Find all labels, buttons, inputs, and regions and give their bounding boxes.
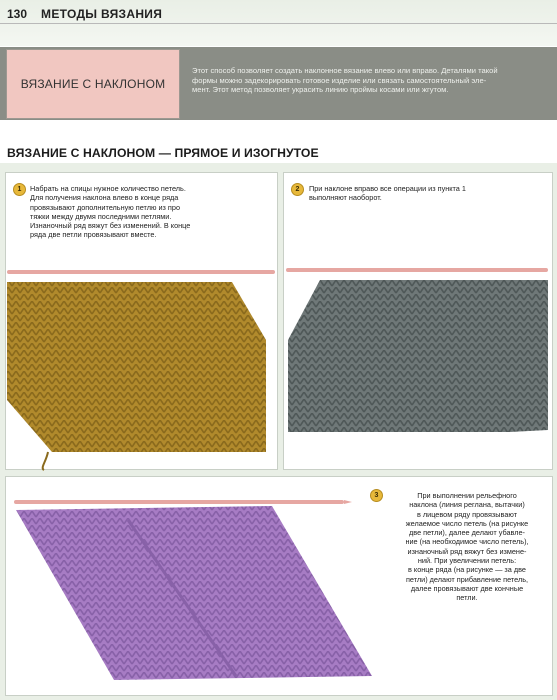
step-3-line: При выполнении рельефного (417, 491, 517, 500)
step-3-line: в конце ряда (на рисунке — за две (408, 565, 526, 575)
main-heading: ВЯЗАНИЕ С НАКЛОНОМ — ПРЯМОЕ И ИЗОГНУТОЕ (7, 146, 319, 160)
step-1-line: Для получения наклона влево в конце ряда (30, 193, 179, 203)
step-3-line: петли) делают прибавление петель, (405, 574, 529, 584)
step-3-line: наклона (линия реглана, вытачки) (409, 500, 525, 510)
intro-line: Этот способ позволяет создать наклонное вязание влево или вправо. Деталями такой (192, 66, 498, 75)
page-number: 130 (7, 7, 28, 21)
step-3-line: ние (на необходимое число петель), (405, 537, 529, 547)
step-1-line: ряда две петли провязывают вместе. (30, 230, 157, 240)
lilac-swatch (16, 506, 372, 680)
step-3-line: желаемое число петель (на рисунке (405, 518, 529, 528)
step-3-line: далее провязывают две кончные (410, 583, 524, 593)
step-3-line: изнаночный ряд вяжут без измене- (407, 546, 527, 556)
step-1-line: тяжки между двумя последними петлями. (30, 211, 172, 221)
step-2-line: При наклоне вправо все операции из пункта 1 (309, 184, 466, 193)
knitting-needle (14, 500, 344, 504)
section-name: МЕТОДЫ ВЯЗАНИЯ (41, 7, 163, 21)
intro-line: мент. Этот метод позволяет украсить линию проймы косами или жгутом. (192, 85, 449, 95)
step-2-line: выполняют наоборот. (309, 193, 382, 203)
step-1-badge: 1 (13, 183, 26, 196)
intro-line: формы можно задекорировать готовое изделие или связать самостоятельный эле- (192, 75, 487, 85)
step-2-badge: 2 (291, 183, 304, 196)
step-3-line: в лицевом ряду провязывают (416, 509, 518, 519)
step-3-line: две петли), далее делают убавле- (409, 528, 525, 538)
needle-tip (344, 500, 352, 504)
step-1-line: Изнаночный ряд вяжут без изменений. В конце (30, 221, 191, 231)
intro-title: ВЯЗАНИЕ С НАКЛОНОМ (20, 77, 166, 91)
step-3-badge: 3 (370, 489, 383, 502)
step-1-line: Набрать на спицы нужное количество петель. (30, 184, 186, 193)
step-3-line: петли. (456, 593, 478, 603)
step-3-line: ний. При увеличении петель: (417, 556, 517, 566)
step-1-line: провязывают дополнительную петлю из про (30, 202, 181, 212)
